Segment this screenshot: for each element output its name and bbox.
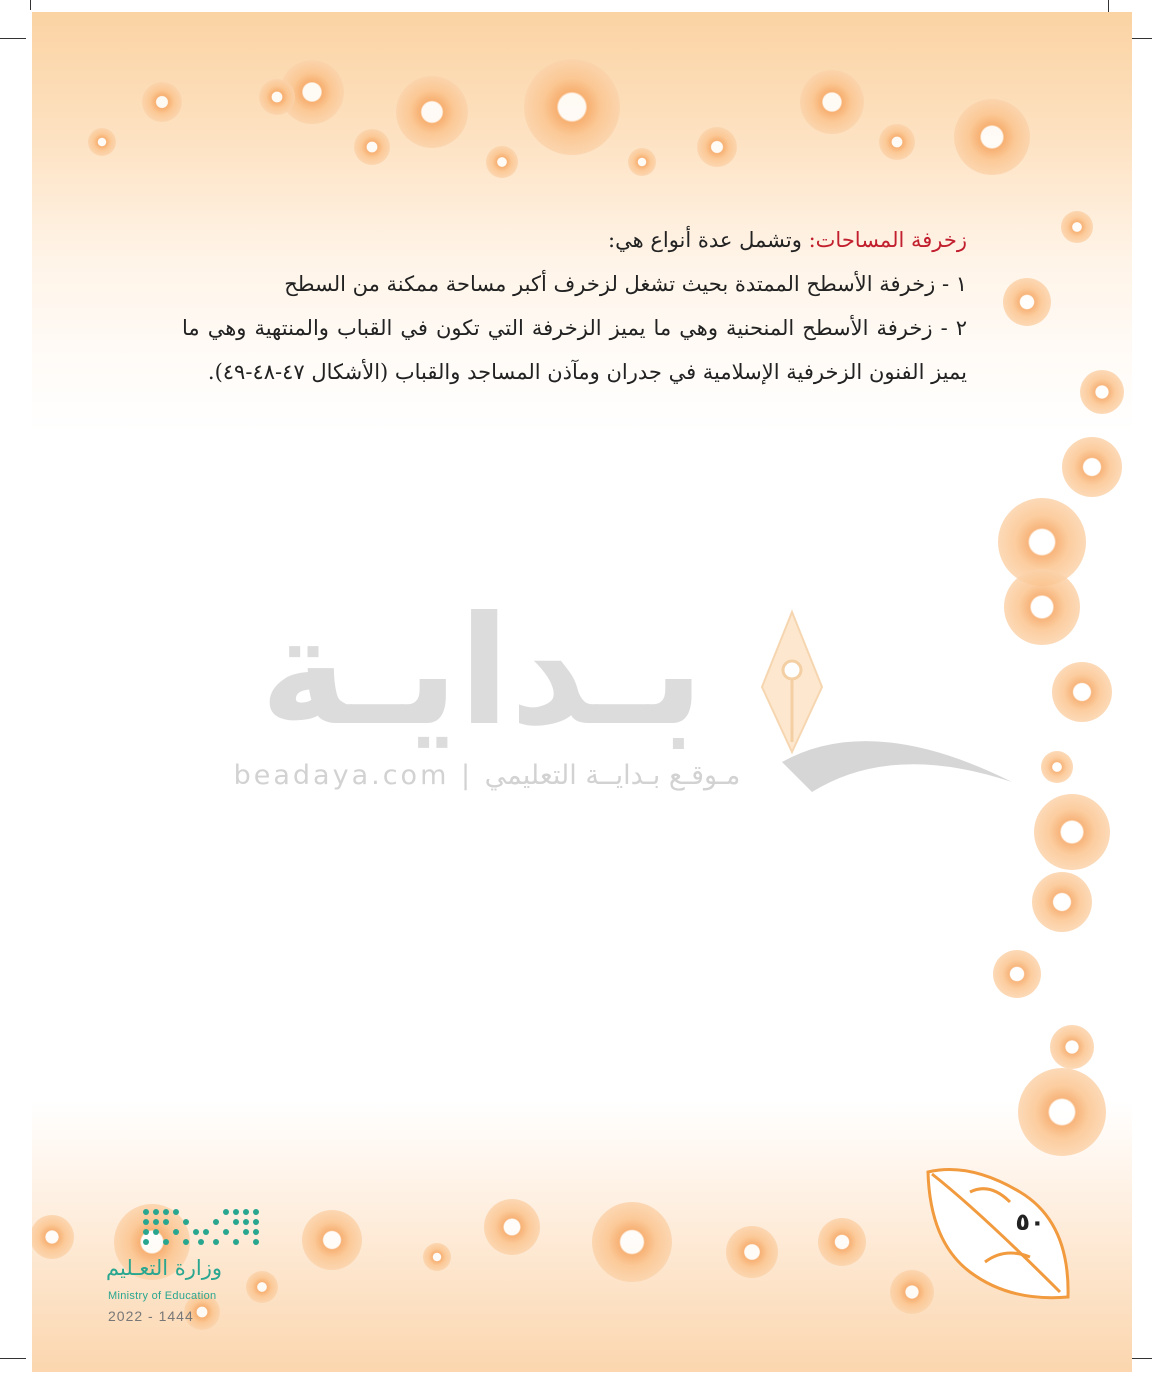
ministry-name-arabic: وزارة التعـليم	[106, 1256, 223, 1280]
ministry-name-english: Ministry of Education	[108, 1290, 217, 1302]
watermark-line	[182, 760, 792, 791]
flower-26	[32, 1215, 74, 1259]
pen-nib-icon	[752, 592, 1052, 822]
flower-30	[423, 1243, 451, 1271]
watermark-tagline: مـوقـع بـدايــة التعليمي	[484, 760, 741, 791]
flower-24	[1050, 1025, 1094, 1069]
flower-16	[1062, 437, 1122, 497]
heading-term: زخرفة المساحات:	[808, 228, 967, 252]
flower-23	[993, 950, 1041, 998]
flower-1	[142, 82, 182, 122]
crop-mark	[0, 38, 26, 39]
flower-11	[628, 148, 656, 176]
watermark-separator: |	[460, 760, 485, 791]
watermark-site: beadaya.com	[233, 760, 450, 791]
flower-15	[1080, 370, 1124, 414]
ministry-logo	[70, 1204, 310, 1344]
flower-4	[524, 59, 620, 155]
crop-mark	[0, 1358, 26, 1359]
ministry-dots-icon	[136, 1204, 276, 1254]
flower-31	[484, 1199, 540, 1255]
flower-22	[1032, 872, 1092, 932]
flower-34	[818, 1218, 866, 1266]
flower-14	[1003, 278, 1051, 326]
flower-7	[954, 99, 1030, 175]
ministry-year: 2022 - 1444	[108, 1308, 194, 1324]
flower-33	[726, 1226, 778, 1278]
watermark	[182, 585, 1042, 822]
flower-3	[396, 76, 468, 148]
flower-10	[486, 146, 518, 178]
flower-5	[697, 127, 737, 167]
flower-9	[354, 129, 390, 165]
flower-12	[879, 124, 915, 160]
page-number: ٥٠	[1015, 1208, 1045, 1236]
flower-32	[592, 1202, 672, 1282]
list-item-2: ٢ - زخرفة الأسطح المنحنية وهي ما يميز الزخرفة التي تكون في القباب والمنتهية وهي ما يميز الفنون الزخرفية الإسلامية في جدران ومآذن المساجد والقباب (الأشكال ٤٧-٤٨-٤٩).	[182, 316, 967, 384]
flower-6	[800, 70, 864, 134]
flower-29	[302, 1210, 362, 1270]
flower-19	[1052, 662, 1112, 722]
flower-0	[88, 128, 116, 156]
flower-13	[1061, 211, 1093, 243]
list-item-1: ١ - زخرفة الأسطح الممتدة بحيث تشغل لزخرف أكبر مساحة ممكنة من السطح	[284, 272, 967, 296]
watermark-arabic: بـدايـة	[259, 585, 705, 759]
book-page	[32, 12, 1132, 1372]
flower-8	[259, 79, 295, 115]
crop-mark	[30, 0, 31, 10]
flower-25	[1018, 1068, 1106, 1156]
section-heading	[182, 218, 967, 262]
heading-rest: وتشمل عدة أنواع هي:	[608, 228, 809, 252]
text-block	[182, 218, 967, 394]
